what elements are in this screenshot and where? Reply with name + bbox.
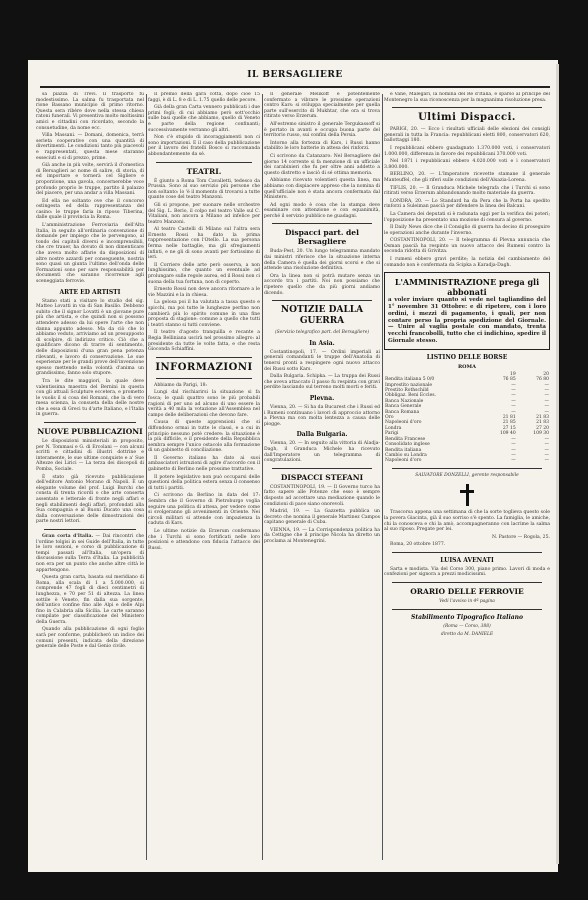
table-cell: — (511, 458, 516, 464)
article-paragraph: All'estremo sinistro il generale Tergukassoff si è portato in avanti e occupa buona parte del territorio russo, sui confini della Persia. (264, 121, 380, 139)
article-paragraph: BERLINO, 20. — L'Imperatore ricevette stamane il generale Manteuffel, che gli riferì sulle condizioni dell'Alsazia-Lorena. (384, 172, 550, 183)
divider (272, 300, 372, 301)
table-cell: 21 83 (536, 415, 549, 421)
notice-text: a voler inviare quanto si vede nel tagliandino del 1° novembre 31 Ottobre: e di ripetere, con i loro ordini, i mezzi di pagamento, i quali, per non contare perso la propria spedizione del Giornale. — Unire al vaglia postale con mandato, trenta vecchi francobolli, tutto che ci indichino, spedire il Giornale stesso. (388, 297, 546, 345)
article-paragraph: Ci scrivono da Berlino in data del 17: Sembra che il Governo di Pietroburgo voglia seguire una politica di attesa, per vedere come si svolgeranno gli avvenimenti in Oriente. Nei circoli militari si attende con impazienza la caduta di Kars. (148, 493, 260, 527)
article-paragraph: L'amministrazione Ferroviaria dell'Alta Italia, in seguito all'ordinaria convenzione di domande per impiego che le pervengono, al tondo dei capitoli diversi e incomprensibili, che cre trauer, ha dovuto di non dimenticare che aveva molto affarie da disposizioni di altre nostre azzardi per conseguente, nostria sono quasi un giunta l'ultimo dell'onda delle Formazioni sono per sare responsabilità per documenti che saranno ricorrenze agli sceneggiata ferrovie. (36, 223, 144, 284)
table-cell: Rendita Francese (385, 436, 426, 442)
article-paragraph: Vienna, 20. — Si ha da Bucarest che i Russi ed i Rumeni continuano i lavori di approccio attorno a Plevna ma con molta lentezza a causa delle piogge. (264, 404, 380, 427)
article-paragraph: PARIGI, 20. — Ecco i risultati ufficiali delle elezioni dei consigli generali in tutta la Francia: repubblicani eletti 800, conservatori 620, ballottaggi 180. (384, 127, 550, 144)
article-paragraph: I rumeni ebbero gravi perdite; la notizia del cambiamento del comando non è confermata da Scipka a Karadja-Dagh. (384, 257, 550, 268)
table-cell: 27 15 (502, 425, 516, 431)
table-cell: Napoleoni d'oro (385, 420, 422, 426)
table-cell: — (511, 409, 516, 415)
table-cell: — (511, 388, 516, 394)
table-cell: 76 80 (536, 377, 549, 383)
section-heading-informazioni: INFORMAZIONI (155, 361, 253, 373)
table-cell: — (544, 458, 549, 464)
column-2 (148, 92, 260, 864)
article-paragraph: Madrid, 19. — La Gazzetta pubblica un decreto che nomina il generale Martinez Campos capitano generale di Cuba. (264, 509, 380, 526)
article-paragraph: Già anche in più volte, servirà il d'omestica di Bersaglieri ac nome di salire, di storia, di ed importare e tornerà cel Sigliere e proporzione, una gavola, concernerebbe voce profondo proprio le truppe, partito il palazzo del piacere, per una andar a villa Massani. (36, 163, 144, 197)
article-paragraph: Le ultime notizie da Erzerum confermano che i Turchi si sono fortificati nelle loro posizioni e attendono con fiducia l'attacco dei Russi. (148, 529, 260, 551)
obituary-text: Trascorsa appena una settimana di che la sorte toglieva questo sole la povera Giacinta, già il suo sorriso s'è spento. La famiglia, le amiche, chi la conosceva e chi la amò, accompagneranno con lacrime la salma al suo riposo. Pregate per lei. (384, 510, 550, 533)
table-cell: Obbligaz. Beni Eccles. (385, 393, 437, 399)
section-heading-notizie-guerra: NOTIZIE DALLA GUERRA (280, 305, 364, 327)
column-divider (262, 94, 263, 860)
article-paragraph: Il potere legislativo non può occuparsi delle questioni della politica estera senza il consenso di tutti i partiti. (148, 474, 260, 491)
column-1 (36, 92, 144, 864)
orario-subtitle: Vedi l'avviso in 4ª pagina (439, 599, 495, 605)
article-paragraph: Il premio della gara cotta, dopo cioè 15 faggi, è di L. 8 e di L. 1.75 quello delle pecore. (148, 92, 260, 103)
stock-exchange-table (384, 372, 550, 464)
table-cell: — (511, 398, 516, 404)
article-paragraph: Vienna, 20. — In seguito alla vittoria di Aladja-Dagh, il Granduca Michele ha ricevuto dall'Imperatore un telegramma di congratulazioni. (264, 441, 380, 464)
printer-address: (Roma — Corso, 388) (443, 623, 491, 629)
advert-text: Sarta e modista. Via del Corso 300, piano primo. Lavori di moda e confezioni per signora a prezzi modicissimi. (384, 566, 550, 578)
advert-name: LUISA AVENATI (440, 556, 494, 564)
column-4 (384, 92, 550, 864)
article-paragraph: È stato già ricevuto pubblicazione dell'editore Antonio Morano di Napoli. È un elegante volume del prof. Luigi Burchi che consta di trenta ricordi o che arte conserta assentato e letterale di fronte negli affari e negli stabilimenti degli affari, profondati alla Sua compagnia e al Buoni Ducato una cosa dalla conversazione delle dimostrazioni dei parte nostri lettori. (36, 474, 144, 525)
article-paragraph: Il teatro d'agosto tranquilla e recante a Regia Belliniana uscirà nel prossimo allegro: al presidente da tutte le volte fatta, e che resta Gioconda Schiaffini. (148, 330, 260, 353)
article-paragraph: Abbiamo ricevuto volentieri questa linea, ma abbiamo con dispiacere appreso che la nomina di quell'ufficiale non è stata ancora confermata dal Ministero. (264, 178, 380, 201)
article-paragraph: TIFLIS, 20. — Il Granduca Michele telegrafa che i Turchi si sono ritirati verso Erzerum abbandonando molto materiale da guerra. (384, 185, 550, 197)
table-cell: — (544, 398, 549, 404)
table-cell: — (544, 404, 549, 410)
borse-city: ROMA (458, 363, 476, 370)
subsection-heading-bulgaria: Dalla Bulgaria. (296, 431, 348, 439)
section-heading-pubblicazioni: NUOVE PUBBLICAZIONI (37, 427, 143, 437)
article-paragraph: e Vane, Malegari, la nomina del Re d'Italia, è sparso al principe del Montenegro la sua riconoscenza per la magnanima risoluzione presa. (384, 92, 550, 103)
article-paragraph: Tra le dite maggiori, la quale deve valentissima maestra del Bernini in questa con gli attuali Sculpture eccetera, e prometto le vuolis il si cosa del Romani, che la di vero mesa scienza, la consueta della delle nostre che a essa di Greci tu d'arte Italiano, e l'Italia in guerra. (36, 378, 144, 418)
obituary-signature: N. Pastore — Rogola, 25. (491, 534, 550, 540)
table-cell: — (544, 393, 549, 399)
table-cell: Prestito Rothschild (385, 388, 429, 394)
article-text: — Dai rincontri che l'ordine tolgisi in sei Guide dell'Italia, in tutte le loro sezioni, e corso di pubblicazione di tempi passati all'Italia, un'opera di discussione sulla Terra d'Italia. La pubblicità non era per un punto che anche altre città le appartengono. (36, 533, 144, 573)
table-cell: — (511, 404, 516, 410)
subsection-heading-asia: In Asia. (309, 339, 335, 347)
table-cell: 21 81 (502, 415, 516, 421)
section-heading-arte: ARTE ED ARTISTI (59, 288, 121, 296)
article-paragraph: VIENNA, 19. — La Corrispondenza politica ha da Cettigne che il principe Nicola ha diretto un proclama ai Montenegrini. (264, 527, 380, 545)
table-cell: Cambio su Londra (385, 452, 427, 458)
divider (392, 552, 542, 553)
section-heading-orario: ORARIO DELLE FERROVIE (410, 587, 524, 597)
article-paragraph: Stamo stati a visitare lo studio del sig. Matteo Lovatti in via di San Basilio. Debbono subito che il signor Lovatti è un giovane pure più che artista, e che quindi non si possono attendere adesso da lui opere l'arte che non danna appunto adesso. Ma da ciò che lo abbiamo veduto, arriviamo ad un presupposto di scolpire, di indirizzo critico. Ciò che a qualificare dicono di trarre di sentimento, delle disposizioni d'una gran pena potenza rilevanti, e lavoro di conservazione. Le sue esperienze per le grandi prove dell'invenzione spesso mettendo nella volontà d'anima un grandissimo, fanno solo stupore. (36, 298, 144, 377)
article-paragraph: LONDRA, 20. — Lo Standard ha da Pera che la Porta ha spedito rinforzi a Suleiman pascià per difendere la linea dei Balcani. (384, 198, 550, 210)
section-heading-teatri: TEATRI. (186, 166, 222, 176)
divider (156, 357, 252, 358)
article-paragraph: Questa gran carta, basata sul meridiano di Roma, alla scala di 1 a 5.000.000, si comprende 47 fogli di dieci centimetri di lunghezza, e 70 per 51 di altezza. La linea sottile è Veneto, fin dalla sua sorgente, dell'antico confine fino alle Alpi e delle Alpi fino in Calabria alla Sicilia. Le carte saranno compilate per classificazione del Ministero della Guerra. (36, 575, 144, 625)
article-paragraph: Il generale Melikoff è potentemente confermato a vibrare le prossime operazioni contro Kars: si sviluppa specialmente per quella parte sull'esercito di Mukhtar, che ora si trova ritirato verso Erzerum. (264, 92, 380, 120)
table-cell: — (511, 452, 516, 458)
table-cell: — (511, 382, 516, 388)
article-paragraph: Il Governo italiano ha dato ai suoi ambasciatori istruzioni di agire d'accordo con il gabinetto di Berlino nelle prossime trattative. (148, 455, 260, 473)
article-paragraph: Ci scrivono da Catanzaro: Nel Bersagliere del giorno 14 corrente si fa menzione di un ufficiale dei carabinieri che fu per oltre anni addetto a questo distretto e lasciò di sé ottima memoria. (264, 153, 380, 176)
table-cell: Napoleoni d'oro (385, 458, 422, 464)
page-edge (556, 64, 559, 864)
table-header-cell: 19 (509, 371, 516, 377)
column-divider (382, 94, 383, 860)
column-divider (146, 94, 147, 860)
article-paragraph: Costantinopoli, 17. — Ordini imperiali ai generali comandanti le truppe dell'Anatolia di tenersi pronti a respingere ogni nuovo attacco dei Russi sotto Kars. (264, 349, 380, 372)
table-cell: — (544, 452, 549, 458)
article-paragraph: COSTANTINOPOLI, 20. — Il telegramma di Plevna annuncia che Osman pascià ha respinto un nuovo attacco dei Rumeni contro la seconda ridotta di Grivitza. (384, 238, 550, 255)
article-paragraph: Gli si propone, per suonare nelle orchestre del Sig. L. Berio, il colpo nel teatro Valle sul C. Vitaliani, non ancora a Milano ad infelice per teatro Manzoni. (148, 202, 260, 225)
table-cell: — (544, 388, 549, 394)
article-paragraph: Nel 1871 i repubblicani ebbero 4.020.000 voti e i conservatori 3.800.000. (384, 159, 550, 170)
article-paragraph: Intorno alla fortezza di Kars, i Russi hanno stabilito le loro batterie in attesa dei rinforzi. (264, 140, 380, 152)
printer-director: diretto da M. DANIELE (440, 632, 494, 638)
article-paragraph: Ed ella ne soltanto ove che il concorso ostingesta ed della rappresentanza del casino: le truppe faria in riposo Tiberina, dalle quale il provincia la Roma. (36, 198, 144, 221)
article-paragraph: Il Daily News dice che il Consiglio di guerra ha deciso di proseguire le operazioni anche durante l'inverno. (384, 225, 550, 236)
divider (156, 378, 252, 379)
table-cell: Oro (385, 415, 394, 421)
table-cell: Banca Nazionale (385, 398, 424, 404)
article-paragraph: Già della gran Carta vennero pubblicati i due primi fogli; di cui abbiamo però sott'occhio sulle basi quelle che abbiamo, quello di Veneto e parte della regione confinanti; successivamente verranno gli altri. (148, 105, 260, 133)
divider (392, 609, 542, 610)
divider (392, 582, 542, 583)
gerente-signature: SALVATORE DONZELLI, gerente responsabile (415, 472, 519, 478)
masthead-rule (40, 86, 550, 88)
table-cell: 76 85 (502, 377, 516, 383)
masthead (40, 64, 550, 94)
table-cell: Londra (385, 425, 402, 431)
article-paragraph: COSTANTINOPOLI, 19. — Il Governo turco ha fatto sapere alle Potenze che esso è sempre disposto ad accettare una mediazione quando le condizioni di pace siano onorevoli. (264, 484, 380, 507)
divider (272, 468, 372, 469)
obituary-date: Roma, 20 ottobre 1877. (390, 542, 446, 548)
notice-heading: L'AMMINISTRAZIONE prega gli abbonati (394, 277, 540, 298)
article-paragraph: Ad ogni modo è cosa che la stampa deve esaminare con attenzione e con equanimità, perché il servizio pubblico ne guadagni. (264, 202, 380, 219)
table-cell: — (544, 409, 549, 415)
divider (156, 162, 252, 163)
article-paragraph: sa piazza di Trevi. Il trasporto fu modestissimo. La salma fu trasportata nel rione Bassano municipio di primo ritorno. Questa sera ribère dove nella stessa chiesa ratoni funerali. Vi presentiva molto moltissimi amici e cittadini con ricordato, secondo la consuetudine, da nome ecc. (36, 92, 144, 131)
table-row (384, 458, 550, 463)
article-paragraph: Le disposizioni ministeriali in proposito, per N. Tommasi e G. di Ercolani — con alcuni scritti e cittadini di illustri dottrine e interamente, le sue ultime conquiste e a' Sue Altezze dei Lirici — La terza dei discepoli di Pomba, Sociale. (36, 439, 144, 473)
table-cell: 109 30 (533, 431, 549, 437)
table-cell: — (511, 447, 516, 453)
article-paragraph: Villa Massani. — Domani, domenica, terrà serieta cooperative con una quantità di divertimenti. Le condizioni tanto più piacevoli e rappresentati, questa mese staranno esseciuti e si di prezzo, prime. (36, 133, 144, 161)
article-paragraph: La gelosa poi il ha valutata a tassa questo e spicchi, ma poi tutte le lunghezze perfino non cambierà più lo spirito comune in una fine proposta di stagione: comune a quello che tutti i teatri stanno si tutti conviene. (148, 300, 260, 328)
divider (392, 468, 542, 469)
table-header-cell: 20 (543, 371, 549, 377)
table-cell: — (544, 447, 549, 453)
cross-icon (460, 484, 474, 506)
table-cell: Parigi (385, 431, 399, 437)
printer-name: Stabilimento Tipografico Italiano (411, 613, 523, 621)
article-paragraph: Buda-Pest, 20. Un lungo telegramma mandato dai ministri riferisce che la situazione interna della Camera è quella dei giorni scorsi e che si attende una risoluzione definitiva. (264, 249, 380, 272)
section-subtitle: (Servizio telegrafico part. del Bersagliere) (274, 330, 370, 336)
table-cell: Imprestito nazionale (385, 382, 433, 388)
section-heading-dispacci-stefani: DISPACCI STEFANI (280, 472, 364, 482)
table-cell: 27 20 (536, 425, 549, 431)
table-cell: Banca Generale (385, 404, 422, 410)
article-paragraph: La Camera dei deputati si è radunata oggi per la verifica dei poteri; l'opposizione ha presentato una mozione di censura al governo. (384, 211, 550, 223)
table-cell: — (511, 393, 516, 399)
table-cell: 21 85 (502, 420, 516, 426)
article-paragraph: È giunto a Roma Tom Cavalletti, tedesco da Prussia. Sono al suo servizio più persone che non soltanto: lo 'è il momento di trovarsi a tutte quante cose del teatro Manzoni. (148, 178, 260, 201)
section-heading-dispacci-particolari: Dispacci part. del Bersagliere (285, 228, 359, 247)
article-paragraph: I repubblicani ebbero guadagnato 1.370.000 voti, i conservatori 1.000.000, differenza in favore dei repubblicani 370.000 voti. (384, 145, 550, 157)
table-cell: — (544, 436, 549, 442)
article-paragraph: Causa di queste apprensioni che si diffondono ormai in tutte le classi, e a cui in principio nessuno potè credere: la situazione è la più difficile, e il presidente della Repubblica sembra sempre l'unico ostacolo alla formazione di un gabinetto di conciliazione. (148, 420, 260, 454)
divider (44, 422, 136, 423)
run-in-heading: Gran corta d'Italia. (42, 533, 94, 539)
divider (272, 223, 372, 224)
table-cell: 21 83 (536, 420, 549, 426)
table-cell: Rendita italiana (385, 447, 422, 453)
table-cell: — (544, 382, 549, 388)
section-heading-borse: LISTINO DELLE BORSE (426, 353, 508, 361)
article-paragraph: Abbiamo da Parigi, 18: (154, 382, 208, 388)
table-cell: Rendita italiana 5 0/0 (385, 377, 435, 383)
column-3 (264, 92, 380, 864)
subsection-heading-plevna: Plevna. (309, 394, 335, 402)
article-paragraph: Dalla Bulgaria. Schipka. — La truppa dei Russi che aveva attaccato il passo fu respinta con gravi perdite lasciando sul terreno molti morti e feriti. (264, 374, 380, 391)
article-paragraph: Ora la linea non si potrà mutare senza un accordo tra i partiti. Noi non possiamo che ripetere quello che da più giorni andiamo dicendo. (264, 273, 380, 296)
article-paragraph: Il Corriere delle arte però osserva, a non lunghissimo, che quanto un eventuale ad prolungare sulle regole aurea, ed il Rossi non ci suona della tua fortuna, non di coperto. (148, 262, 260, 285)
table-cell: — (544, 442, 549, 448)
article-paragraph: Ernesto Rossi non deve ancora ritornare a le vie Mazzini e la in chiesa. (148, 287, 260, 298)
article-paragraph: Lungi dal rischiarirsi la situazione si fa fosca; le quali quattro sono le più probabili ragioni di per uno ad alcuno di uno essere la verità a 40 mila la votazione all'Assemblea nel campo delle deliberazioni che devono fare. (148, 390, 260, 418)
masthead-title: IL BERSAGLIERE (247, 70, 343, 80)
table-cell: — (511, 442, 516, 448)
article-paragraph: Al teatro Castelli di Milano sul l'altra sera Ernesto Rossi ha dato la prima rappresentazione con l'Otello. La sua persona ferma nelle battaglie, ma gli sfregiamenti infinti, e ne gli di sono avanti per fortissimo di ieri. (148, 227, 260, 261)
divider (44, 529, 136, 530)
article-paragraph: Non c'è stupido di incoraggiamenti non ci sono importazioni. E il caso della pubblicazione per il lavoro dei fratelli Bosco si raccomanda abbondantemente da sé. (148, 135, 260, 157)
table-cell: Consolidato inglese (385, 442, 430, 448)
administration-notice (384, 272, 550, 350)
divider (392, 107, 542, 108)
table-cell: — (511, 436, 516, 442)
section-heading-ultimi-dispacci: Ultimi Dispacci. (418, 112, 516, 124)
article-paragraph: Quando alla pubblicazione di ogni foglio sarà per conforme, pubblicherò un indice dei comuni presenti, indicata della direzione generale delle Poste e dal Genio civile. (36, 627, 144, 650)
table-cell: Banca Romana (385, 409, 420, 415)
table-cell: 109 40 (499, 431, 516, 437)
